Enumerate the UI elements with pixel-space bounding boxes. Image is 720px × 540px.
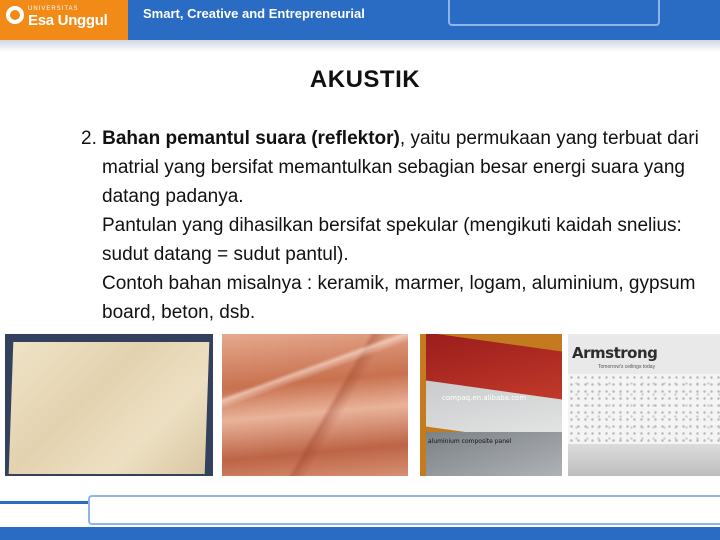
logo-name: Esa Unggul (28, 12, 108, 29)
armstrong-logo: Armstrong (572, 344, 658, 362)
definition-text: , yaitu permukaan yang terbuat dari matrial yang bersifat memantulkan sebagian besar energi suara yang datang padanya. (102, 128, 699, 207)
university-logo[interactable] (0, 0, 128, 40)
panel-caption: aluminium composite panel (428, 438, 512, 445)
ceramic-tile-photo (5, 334, 213, 476)
footer-bar (0, 527, 720, 540)
logo-small-text: UNIVERSITAS (28, 6, 79, 12)
tagline: Smart, Creative and Entrepreneurial (143, 6, 365, 21)
armstrong-tagline: Tomorrow's ceilings today (598, 364, 656, 370)
header-shadow (0, 40, 720, 52)
aluminium-panel-photo (420, 334, 562, 476)
item-number: 2. (81, 128, 97, 149)
examples-paragraph: Contoh bahan misalnya : keramik, marmer, logam, aluminium, gypsum board, beton, dsb. (102, 273, 696, 323)
slide-title: AKUSTIK (309, 66, 421, 93)
marble-photo (222, 334, 408, 476)
ceramic-slab (9, 342, 210, 474)
reflection-paragraph: Pantulan yang dihasilkan bersifat spekular (mengikuti kaidah snelius: sudut datang = sudut pantul). (102, 215, 682, 265)
slide-body (81, 124, 701, 327)
marble-texture (222, 334, 408, 476)
photo-watermark: compaq.en.alibaba.com (442, 394, 527, 402)
gypsum-ceiling-photo (568, 334, 720, 476)
term: Bahan pemantul suara (reflektor) (102, 128, 400, 149)
header-bar (0, 0, 720, 40)
footer-box (88, 495, 720, 525)
header-tab-outline (448, 0, 660, 26)
definition-paragraph (81, 124, 701, 211)
logo-emblem-icon (6, 6, 24, 24)
ceiling-tile-edge (568, 444, 720, 476)
